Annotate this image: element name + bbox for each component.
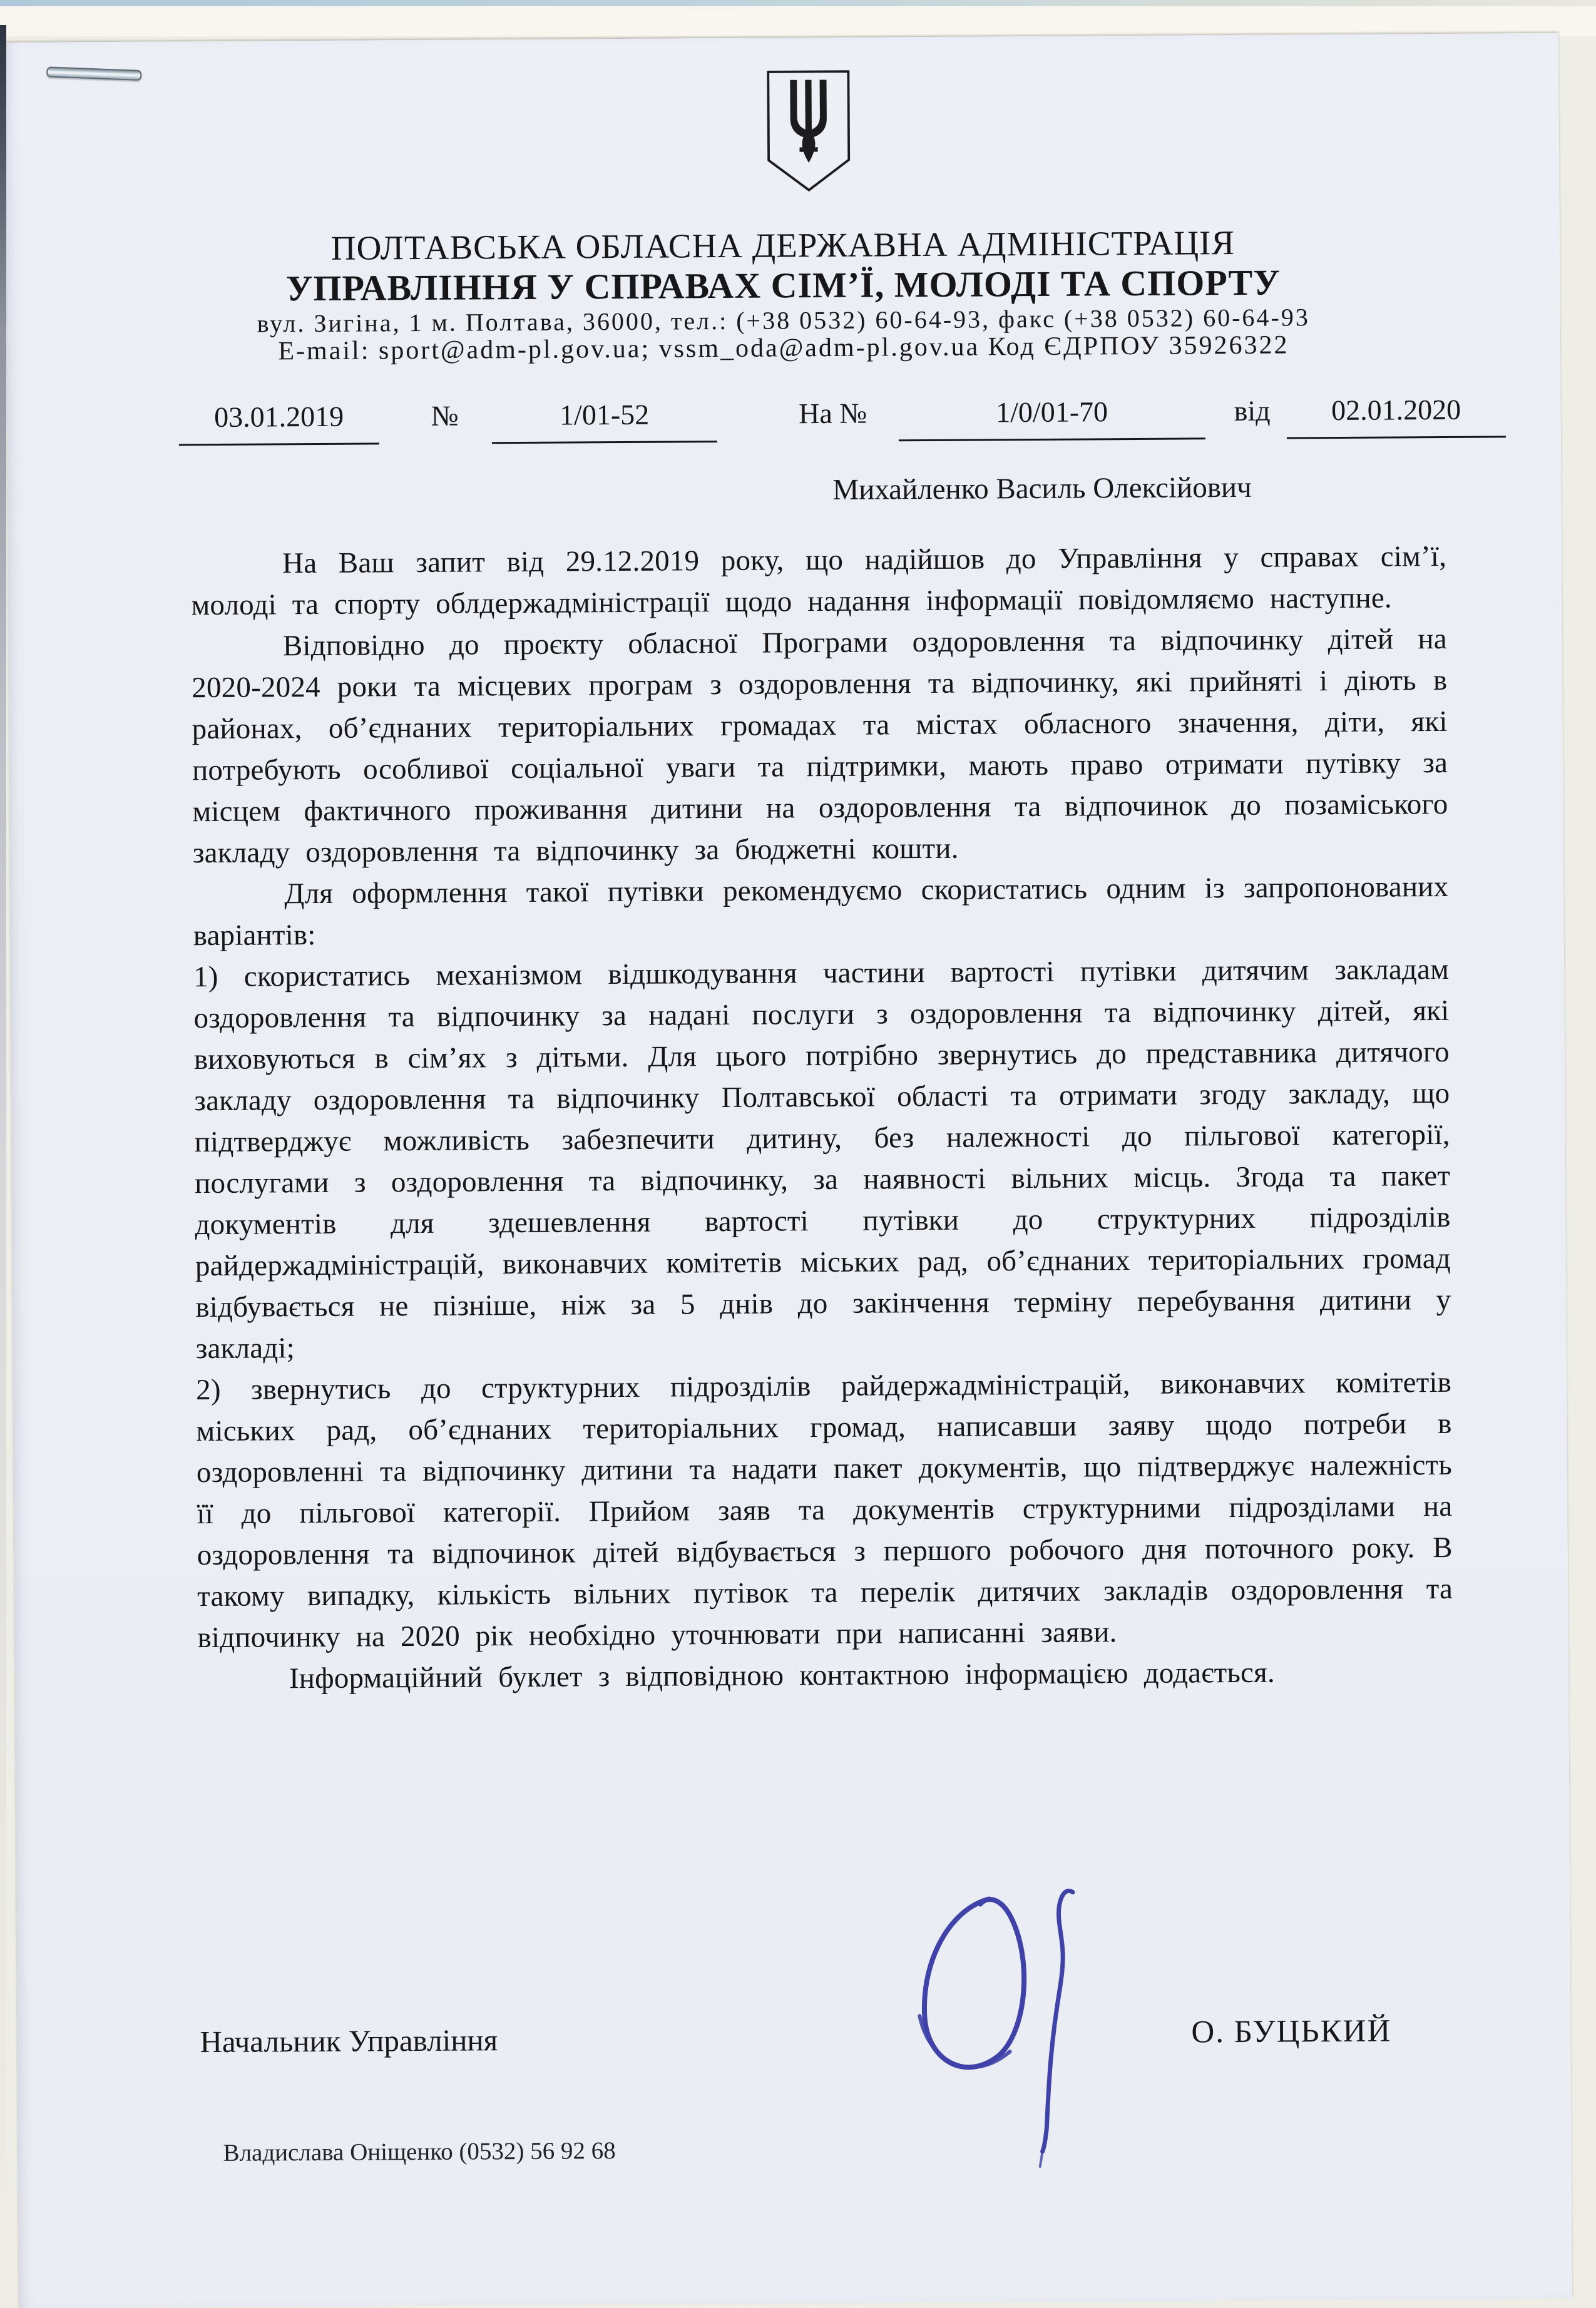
reply-date: 02.01.2020 — [1286, 392, 1505, 439]
reply-date-label: від — [1234, 394, 1271, 427]
scanner-top-strip — [0, 0, 1596, 6]
outgoing-number: 1/01-52 — [491, 397, 717, 444]
org-address-line: вул. Зигіна, 1 м. Полтава, 36000, тел.: (+38 0532) 60-64-93, факс (+38 0532) 60-64-93 — [257, 303, 1310, 338]
reply-to-label: На № — [798, 397, 867, 430]
letter-sheet — [5, 33, 1572, 2308]
signer-position-title: Начальник Управління — [200, 2023, 498, 2060]
body-paragraph-option-2: 2) звернутись до структурних підрозділів райдержадміністрацій, виконавчих комітетів міських рад, об’єднаних територіальних громад, написавши заяву щодо потреби в оздоровленні та відпочинку дитини та надати пакет документів, що підтверджує належність її до пільгової категорії. Прийом заяв та документів структурними підрозділами на оздоровлення та відпочинок дітей відбувається з першого робочого дня поточного року. В такому випадку, кількість вільних путівок та перелік дитячих закладів оздоровлення та відпочинку на 2020 рік необхідно уточнювати при написанні заяви. — [195, 1366, 1453, 1655]
body-paragraph: Відповідно до проєкту обласної Програми оздоровлення та відпочинку дітей на 2020-2024 роки та місцевих програм з оздоровлення та відпочинку, які прийняті і діють в районах, об’єднаних територіальних громадах та містах обласного значення, діти, які потребують особливої соціальної уваги та підтримки, мають право отримати путівку за місцем фактичного проживання дитини на оздоровлення та відпочинок до позаміського закладу оздоровлення та відпочинку за бюджетні кошти. — [192, 622, 1448, 870]
org-email-line: E-mail: sport@adm-pl.gov.ua; vssm_oda@adm-pl.gov.ua Код ЄДРПОУ 35926322 — [278, 330, 1289, 366]
scanner-lid-band — [0, 6, 1596, 36]
body-paragraph: На Ваш запит від 29.12.2019 року, що надійшов до Управління у справах сім’ї, молоді та спорту облдержадміністрації щодо надання інформації повідомляємо наступне. — [191, 539, 1447, 622]
outgoing-date: 03.01.2019 — [179, 399, 379, 446]
ukraine-trident-icon — [762, 69, 854, 193]
reply-to-number: 1/0/01-70 — [898, 394, 1205, 441]
scanner-left-edge-shadow — [0, 25, 6, 2196]
recipient-name: Михайленко Василь Олексійович — [832, 471, 1252, 506]
staple — [46, 66, 142, 81]
body-paragraph: Інформаційний буклет з відповідною контактною інформацією додається. — [289, 1656, 1276, 1695]
body-paragraph: Для оформлення такої путівки рекомендуємо скористатись одним із запропонованих варіантів: — [193, 870, 1449, 952]
number-sign-label: № — [431, 399, 459, 432]
org-name-line1: ПОЛТАВСЬКА ОБЛАСНА ДЕРЖАВНА АДМІНІСТРАЦІЯ — [330, 223, 1235, 267]
org-name-line2: УПРАВЛІННЯ У СПРАВАХ СІМ’Ї, МОЛОДІ ТА СПОРТУ — [285, 262, 1281, 309]
body-paragraph-option-1: 1) скористатись механізмом відшкодування частини вартості путівки дитячим закладам оздоровлення та відпочинку за надані послуги з оздоровлення та відпочинку дітей, які виховуються в сім’ях з дітьми. Для цього потрібно звернутись до представника дитячого закладу оздоровлення та відпочинку Полтавської області та отримати згоду закладу, що підтверджує можливість забезпечити дитину, без належності до пільгової категорії, послугами з оздоровлення та відпочинку, за наявності вільних місць. Згода та пакет документів для здешевлення вартості путівки до структурних підрозділів райдержадміністрацій, виконавчих комітетів міських рад, об’єднаних територіальних громад відбувається не пізніше, ніж за 5 днів до закінчення терміну перебування дитини у закладі; — [193, 952, 1451, 1366]
letter-body — [191, 536, 1453, 1700]
signer-name: О. БУЦЬКИЙ — [1191, 2013, 1392, 2050]
executor-contact: Владислава Оніщенко (0532) 56 92 68 — [223, 2137, 616, 2167]
